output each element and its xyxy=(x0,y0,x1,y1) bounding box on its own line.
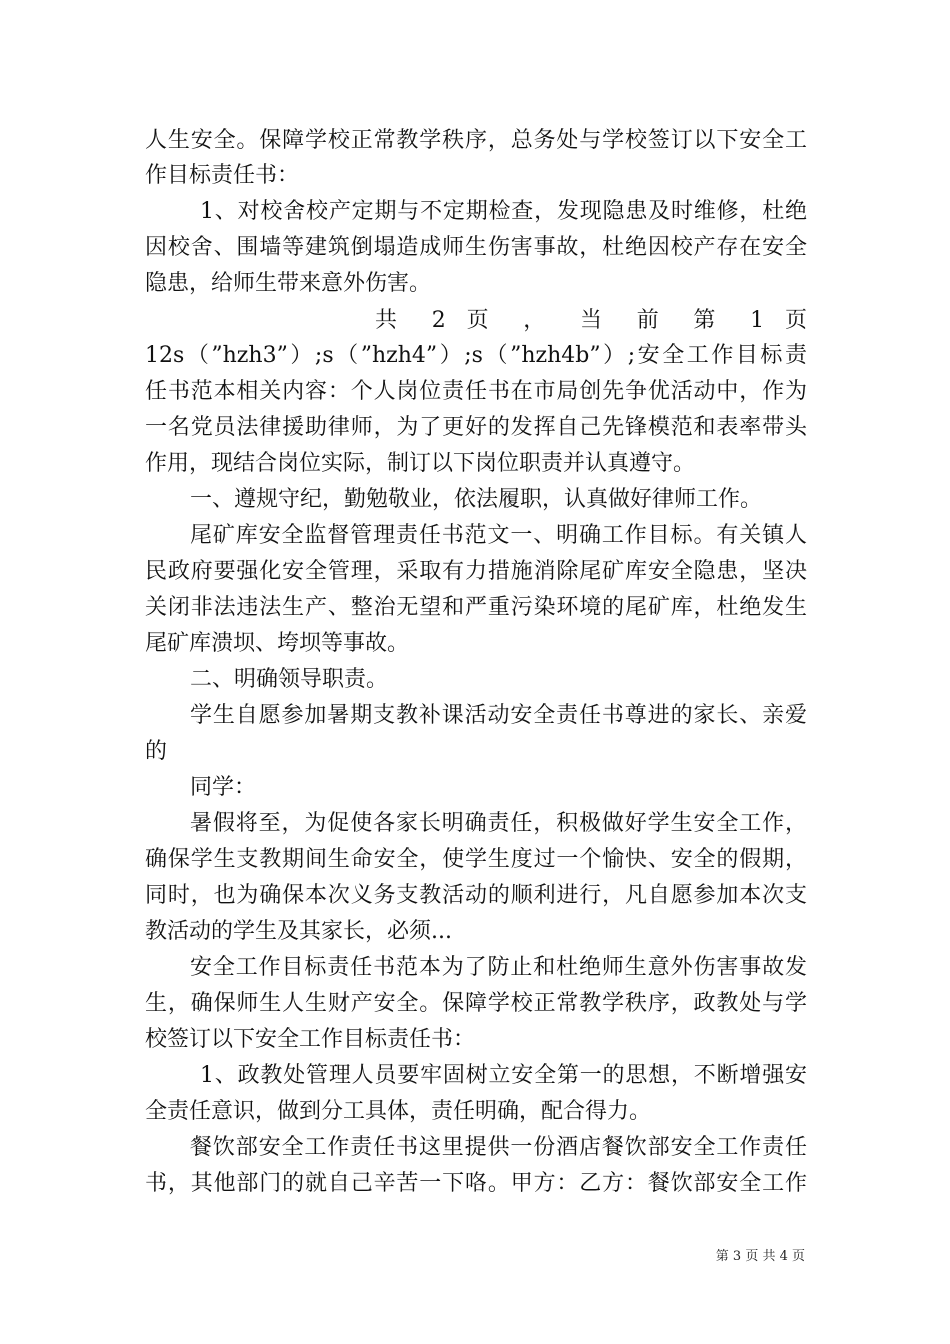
body-line: 同学： xyxy=(190,775,257,800)
body-line: 1、政教处管理人员要牢固树立安全第一的思想，不断增强安 xyxy=(200,1063,807,1088)
body-line: 尾矿库安全监督管理责任书范文一、明确工作目标。有关镇人 xyxy=(190,523,807,548)
page-footer: 第 3 页 共 4 页 xyxy=(715,1249,805,1264)
body-line: 生，确保师生人生财产安全。保障学校正常教学秩序，政教处与学 xyxy=(145,991,807,1016)
body-line: 校签订以下安全工作目标责任书： xyxy=(145,1027,476,1052)
body-line: 任书范本相关内容：个人岗位责任书在市局创先争优活动中，作为 xyxy=(145,379,807,404)
body-line: 12s（”hzh3”）;s（”hzh4”）;s（”hzh4b”）;安全工作目标责 xyxy=(145,343,807,368)
body-line: 教活动的学生及其家长，必须... xyxy=(145,919,452,944)
body-line: 餐饮部安全工作责任书这里提供一份酒店餐饮部安全工作责任 xyxy=(190,1135,807,1160)
body-line: 人生安全。保障学校正常教学秩序，总务处与学校签订以下安全工 xyxy=(145,128,807,153)
body-line: 作用，现结合岗位实际，制订以下岗位职责并认真遵守。 xyxy=(145,451,696,476)
body-line: 民政府要强化安全管理，采取有力措施消除尾矿库安全隐患，坚决 xyxy=(145,559,807,584)
body-line: 暑假将至，为促使各家长明确责任，积极做好学生安全工作， xyxy=(190,811,807,836)
body-line: 同时，也为确保本次义务支教活动的顺利进行，凡自愿参加本次支 xyxy=(145,883,807,908)
body-line: 二、明确领导职责。 xyxy=(190,667,389,692)
body-line: 1、对校舍校产定期与不定期检查，发现隐患及时维修，杜绝 xyxy=(200,199,807,224)
body-line: 因校舍、围墙等建筑倒塌造成师生伤害事故，杜绝因校产存在安全 xyxy=(145,235,807,260)
body-line: 尾矿库溃坝、垮坝等事故。 xyxy=(145,631,410,656)
body-line: 作目标责任书： xyxy=(145,163,300,188)
body-line: 的 xyxy=(145,739,168,764)
body-line: 关闭非法违法生产、整治无望和严重污染环境的尾矿库，杜绝发生 xyxy=(145,595,807,620)
body-line: 全责任意识，做到分工具体，责任明确，配合得力。 xyxy=(145,1099,652,1124)
body-line: 确保学生支教期间生命安全，使学生度过一个愉快、安全的假期， xyxy=(145,847,807,872)
body-line: 一名党员法律援助律师，为了更好的发挥自己先锋模范和表率带头 xyxy=(145,415,807,440)
body-line: 学生自愿参加暑期支教补课活动安全责任书尊进的家长、亲爱 xyxy=(190,703,807,728)
body-line: 安全工作目标责任书范本为了防止和杜绝师生意外伤害事故发 xyxy=(190,955,807,980)
body-line: 隐患，给师生带来意外伤害。 xyxy=(145,271,432,296)
inline-page-counter: 共 2 页 ， 当 前 第 1 页 xyxy=(375,308,807,333)
body-line: 书，其他部门的就自己辛苦一下咯。甲方：乙方：餐饮部安全工作 xyxy=(145,1171,807,1196)
body-line: 一、遵规守纪，勤勉敬业，依法履职，认真做好律师工作。 xyxy=(190,487,763,512)
